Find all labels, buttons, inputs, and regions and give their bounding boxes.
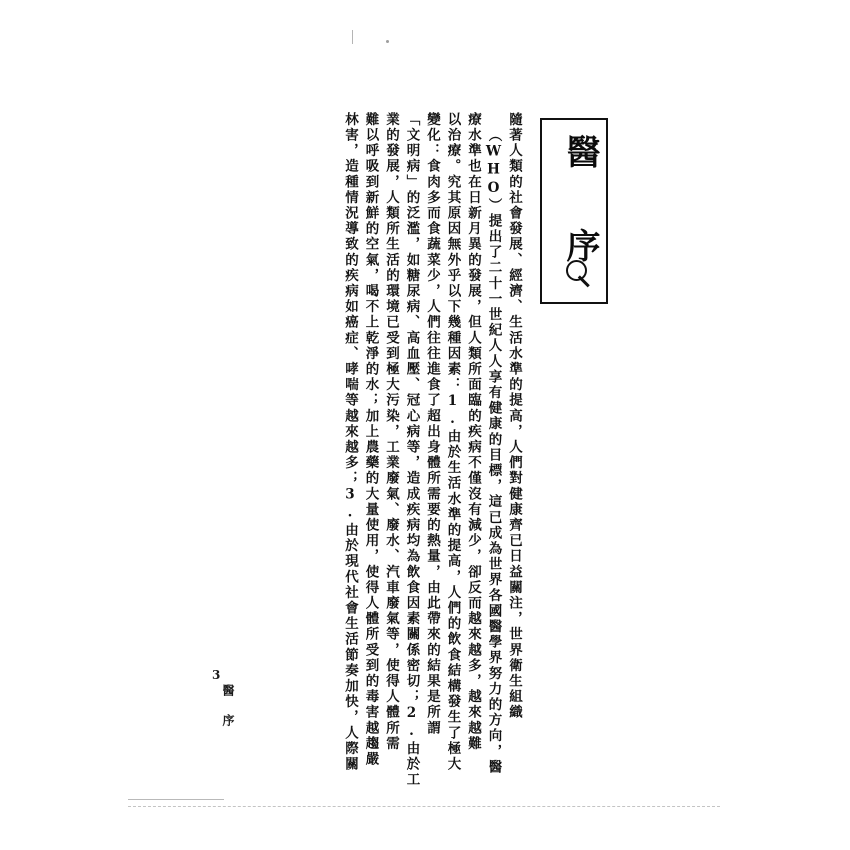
page-bottom-rule xyxy=(128,799,224,800)
text-column: 以治療。究其原因無外乎以下幾種因素：1.由於生活水準的提高，人們的飲食結構發生了極大 xyxy=(444,112,461,773)
text-column: 療水準也在日新月異的發展，但人類所面臨的疾病不僅沒有減少，卻反而越來越多，越來越難 xyxy=(465,112,481,752)
page-top-tick-mark xyxy=(352,30,353,44)
magnifier-icon xyxy=(562,258,596,296)
magnifier-lens xyxy=(566,260,587,281)
page-top-dot-mark xyxy=(386,40,389,43)
text-column: 業的發展，人類所生活的環境已受到極大污染，工業廢氣、廢水、汽車廢氣等，使得人體所需 xyxy=(383,112,399,752)
page-number: 3 xyxy=(212,668,221,682)
text-column: 變化：食肉多而食蔬菜少，人們往往進食了超出身體所需要的熱量，由此帶來的結果是所謂 xyxy=(424,112,440,736)
page-bottom-dashed-rule xyxy=(128,806,720,808)
text-column: （WHO）提出了二十一世紀人人享有健康的目標，這已成為世界各國醫學界努力的方向，醫 xyxy=(485,128,502,776)
running-head: 醫 序 xyxy=(221,684,235,729)
text-column: 隨著人類的社會發展、經濟、生活水準的提高，人們對健康齊已日益關注，世界衛生組織 xyxy=(506,112,522,721)
text-column: 林害，造種情況導致的疾病如癌症、哮喘等越來越多；3.由於現代社會生活節奏加快，人際關 xyxy=(342,112,358,773)
text-column: 難以呼吸到新鮮的空氣，喝不上乾淨的水；加上農藥的大量使用，使得人體所受到的毒害越趨嚴 xyxy=(362,112,379,768)
body-text xyxy=(232,112,522,788)
text-column: 「文明病」的泛濫，如糖尿病、高血壓、冠心病等，造成疾病均為飲食因素關係密切；2.由於工 xyxy=(403,112,420,788)
page-title: 醫 序 xyxy=(560,134,600,272)
